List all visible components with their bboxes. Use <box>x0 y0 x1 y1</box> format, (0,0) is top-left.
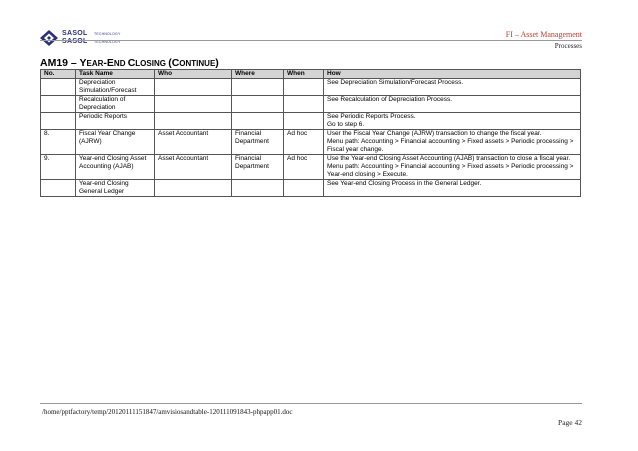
cell-when: Ad hoc <box>284 155 324 180</box>
sasol-logo-icon <box>40 30 58 46</box>
logo-wordmark-2: SASOL <box>62 38 88 45</box>
header-when: When <box>284 70 324 79</box>
cell-when <box>284 79 324 96</box>
cell-who <box>155 180 232 197</box>
how-line: Menu path: Accounting > Financial accounting > Fixed assets > Periodic processing > Year-end closing > Execute. <box>327 163 574 178</box>
table-row <box>41 96 581 113</box>
cell-who: Asset Accountant <box>155 130 232 155</box>
logo-subtitle-2: TECHNOLOGY <box>94 40 121 44</box>
cell-no <box>41 96 76 113</box>
table-row <box>41 130 581 155</box>
table-header-row <box>41 70 581 79</box>
cell-when <box>284 113 324 130</box>
table-row <box>41 113 581 130</box>
cell-no: 8. <box>41 130 76 155</box>
how-line: See Depreciation Simulation/Forecast Process. <box>327 79 464 86</box>
header-who: Who <box>155 70 232 79</box>
cell-no: 9. <box>41 155 76 180</box>
cell-where <box>232 96 284 113</box>
header-how: How <box>324 70 581 79</box>
how-line: Use the Year-end Closing Asset Accounting (AJAB) transaction to close a fiscal year. <box>327 155 571 162</box>
company-logo <box>40 28 150 54</box>
cell-where <box>232 180 284 197</box>
cell-who: Asset Accountant <box>155 155 232 180</box>
how-line: See Recalculation of Depreciation Process. <box>327 96 453 103</box>
how-line: See Year-end Closing Process in the General Ledger. <box>327 180 482 187</box>
process-table <box>40 69 581 197</box>
footer-divider <box>40 403 582 404</box>
how-line: See Periodic Reports Process. <box>327 113 416 120</box>
cell-where <box>232 79 284 96</box>
cell-no <box>41 113 76 130</box>
cell-no <box>41 180 76 197</box>
section-title: AM19 – YEAR-END CLOSING (CONTINUE) <box>40 57 219 69</box>
table-row <box>41 180 581 197</box>
header-task-name: Task Name <box>76 70 155 79</box>
cell-where: Financial Department <box>232 130 284 155</box>
logo-wordmark-1: SASOL <box>62 30 88 37</box>
cell-task: Periodic Reports <box>76 113 155 130</box>
table-row <box>41 79 581 96</box>
cell-task: Fiscal Year Change (AJRW) <box>76 130 155 155</box>
header-no: No. <box>41 70 76 79</box>
header-divider <box>40 40 582 41</box>
cell-when <box>284 96 324 113</box>
cell-how <box>324 130 581 155</box>
cell-how <box>324 79 581 96</box>
cell-how <box>324 96 581 113</box>
cell-where: Financial Department <box>232 155 284 180</box>
section-name: Processes <box>554 42 582 50</box>
cell-who <box>155 113 232 130</box>
cell-task: Year-end Closing General Ledger <box>76 180 155 197</box>
cell-no <box>41 79 76 96</box>
how-line: Menu path: Accounting > Financial accounting > Fixed assets > Periodic processing > Fiscal year change. <box>327 138 574 153</box>
page-header <box>40 22 582 52</box>
document-path: /home/pptfactory/temp/20120111151847/amvisiosandtable-120111091843-phpapp01.doc <box>42 408 293 416</box>
module-name: FI – Asset Management <box>505 30 582 39</box>
cell-task: Year-end Closing Asset Accounting (AJAB) <box>76 155 155 180</box>
cell-who <box>155 79 232 96</box>
cell-task: Recalculation of Depreciation <box>76 96 155 113</box>
cell-who <box>155 96 232 113</box>
table-row <box>41 155 581 180</box>
cell-where <box>232 113 284 130</box>
cell-when <box>284 180 324 197</box>
logo-subtitle-1: TECHNOLOGY <box>94 32 121 36</box>
page-number: Page 42 <box>558 418 582 427</box>
header-where: Where <box>232 70 284 79</box>
cell-task: Depreciation Simulation/Forecast <box>76 79 155 96</box>
cell-how <box>324 113 581 130</box>
how-line: Go to step 6. <box>327 121 365 128</box>
cell-how <box>324 155 581 180</box>
cell-when: Ad hoc <box>284 130 324 155</box>
cell-how <box>324 180 581 197</box>
how-line: User the Fiscal Year Change (AJRW) transaction to change the fiscal year. <box>327 130 542 137</box>
